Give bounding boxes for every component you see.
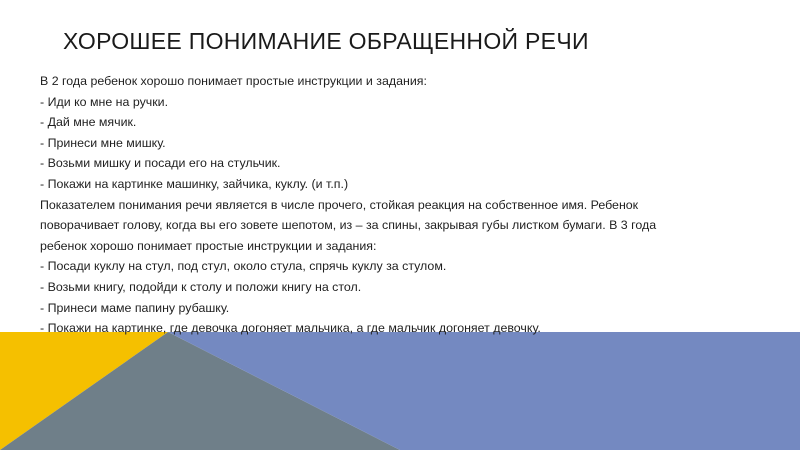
body-line: поворачивает голову, когда вы его зовете шепотом, из – за спины, закрывая губы листком бумаги. В 3 года — [40, 218, 657, 233]
body-line: - Возьми мишку и посади его на стульчик. — [40, 156, 281, 171]
slide-body — [40, 71, 780, 339]
slide-title: ХОРОШЕЕ ПОНИМАНИЕ ОБРАЩЕННОЙ РЕЧИ — [63, 28, 589, 54]
body-line: ребенок хорошо понимает простые инструкции и задания: — [40, 238, 377, 253]
body-line: - Принеси маме папину рубашку. — [40, 300, 230, 315]
body-line: - Принеси мне мишку. — [40, 135, 166, 150]
body-line: - Возьми книгу, подойди к столу и положи книгу на стол. — [40, 279, 362, 294]
body-line: - Дай мне мячик. — [40, 115, 137, 130]
body-line: Показателем понимания речи является в числе прочего, стойкая реакция на собственное имя. Ребенок — [40, 197, 639, 212]
body-line: - Посади куклу на стул, под стул, около стула, спрячь куклу за стулом. — [40, 259, 447, 274]
body-line: В 2 года ребенок хорошо понимает простые инструкции и задания: — [40, 74, 427, 88]
body-line: - Иди ко мне на ручки. — [40, 94, 169, 109]
body-line: - Покажи на картинке машинку, зайчика, куклу. (и т.п.) — [40, 176, 349, 191]
body-line: - Покажи на картинке, где девочка догоняет мальчика, а где мальчик догоняет девочку. — [40, 321, 541, 336]
